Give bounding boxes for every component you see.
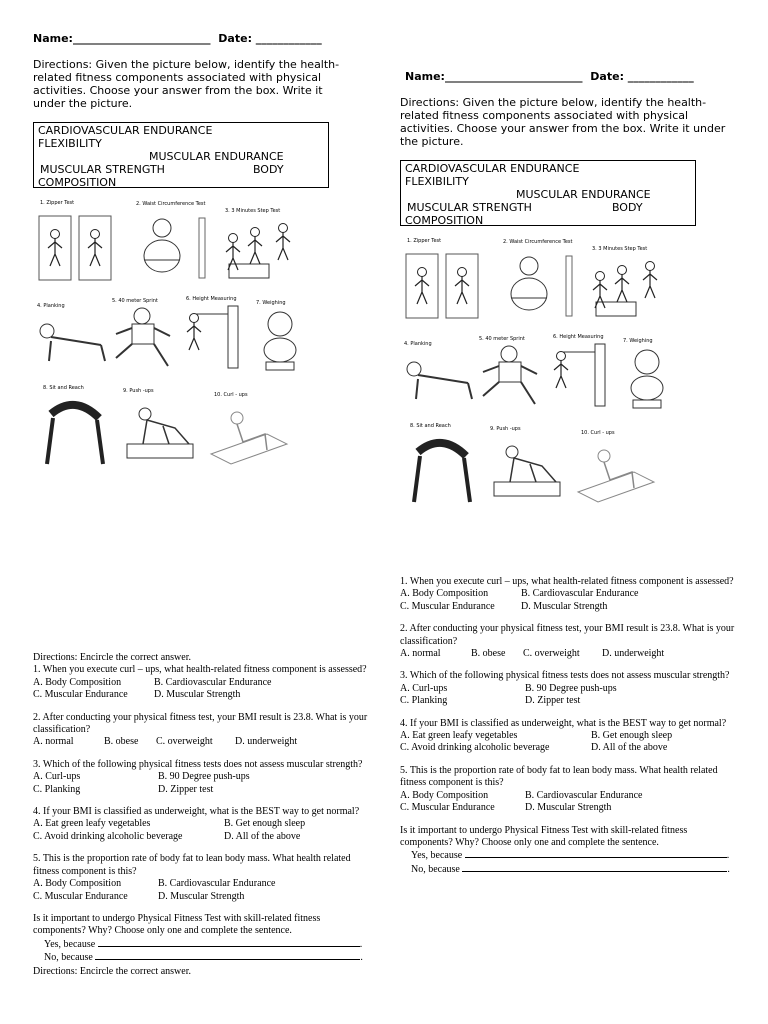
sprint-illustration [477,344,545,410]
q6-yes-answer-line[interactable] [98,938,360,947]
question-5 [400,765,738,815]
answer-box-line2: FLEXIBILITY [38,137,102,150]
q5-option-d[interactable]: D. Muscular Strength [525,802,612,814]
q2-option-a[interactable]: A. normal [33,736,74,748]
q4-option-a[interactable]: A. Eat green leafy vegetables [400,730,518,742]
question-1-text: 1. When you execute curl – ups, what health-related fitness component is assessed? [33,664,367,676]
q3-option-a[interactable]: A. Curl-ups [400,682,448,694]
answer-box-line3: MUSCULAR ENDURANCE [149,150,284,163]
picture-grid [400,234,700,514]
picture-caption-4: 4. Planking [404,341,432,347]
picture-caption-10: 10. Curl - ups [581,430,615,436]
planking-illustration [404,349,476,405]
questions-left [33,652,368,978]
question-3-text: 3. Which of the following physical fitness tests does not assess muscular strength? [33,758,363,770]
q6-yes-answer-line[interactable] [465,849,727,858]
answer-box-line1: CARDIOVASCULAR ENDURANCE [405,162,580,175]
directions-identify: Directions: Given the picture below, identify the health-related fitness components associated with physical activities. Choose your answer from the box. Write it under the picture. [33,58,340,110]
q1-option-b[interactable]: B. Cardiovascular Endurance [521,588,639,600]
q4-option-d[interactable]: D. All of the above [591,742,668,754]
answer-box-line1: CARDIOVASCULAR ENDURANCE [38,124,213,137]
directions-encircle: Directions: Encircle the correct answer. [33,652,191,663]
question-6: Is it important to undergo Physical Fitness Test with skill-related fitness components? Why? Choose only one and complete the sentence. Yes, because . No, because . [33,913,368,965]
curl-ups-illustration [574,442,658,504]
q1-option-d[interactable]: D. Muscular Strength [154,689,241,701]
height-measuring-illustration [549,342,611,408]
answer-box-line4b: BODY [611,201,643,214]
picture-caption-7: 7. Weighing [623,338,653,344]
picture-caption-6: 6. Height Measuring [553,334,604,340]
question-5 [33,853,368,903]
q2-option-b[interactable]: B. obese [471,648,506,660]
q5-option-d[interactable]: D. Muscular Strength [158,890,245,902]
q3-option-d[interactable]: D. Zipper test [158,783,214,795]
picture-caption-9: 9. Push -ups [123,388,154,394]
picture-caption-2: 2. Waist Circumference Test [136,201,206,207]
picture-caption-7: 7. Weighing [256,300,286,306]
q2-option-b[interactable]: B. obese [104,736,139,748]
q1-option-b[interactable]: B. Cardiovascular Endurance [154,676,272,688]
planking-illustration [37,311,109,367]
question-4-text: 4. If your BMI is classified as underweight, what is the BEST way to get normal? [33,806,360,818]
curl-ups-illustration [207,404,291,466]
question-2-text: 2. After conducting your physical fitness test, your BMI result is 23.8. What is your classification? [33,711,368,736]
sit-and-reach-illustration [404,432,480,508]
picture-grid [33,196,333,476]
zipper-test-illustration [37,214,115,284]
question-4-text: 4. If your BMI is classified as underweight, what is the BEST way to get normal? [400,717,727,729]
q1-option-d[interactable]: D. Muscular Strength [521,600,608,612]
question-3-text: 3. Which of the following physical fitness tests does not assess muscular strength? [400,670,730,682]
weighing-illustration [254,308,312,372]
picture-caption-5: 5. 40 meter Sprint [112,298,158,304]
picture-caption-1: 1. Zipper Test [407,238,442,244]
picture-caption-10: 10. Curl - ups [214,392,248,398]
picture-caption-8: 8. Sit and Reach [410,423,451,429]
question-2 [33,712,368,749]
q6-no-label: No, because [411,863,460,875]
date-label: Date: ____________ [218,32,322,45]
zipper-test-illustration [404,252,482,322]
q3-option-b[interactable]: B. 90 Degree push-ups [525,682,617,694]
picture-caption-3: 3. 3 Minutes Step Test [592,246,648,252]
q6-no-answer-line[interactable] [95,951,360,960]
sit-and-reach-illustration [37,394,113,470]
q4-option-b[interactable]: B. Get enough sleep [224,818,306,830]
question-5-text: 5. This is the proportion rate of body fat to lean body mass. What health related fitness component is this? [400,764,718,789]
step-test-illustration [588,256,662,322]
q2-option-d[interactable]: D. underweight [235,736,298,748]
q1-option-c[interactable]: C. Muscular Endurance [400,600,495,612]
answer-box-line3: MUSCULAR ENDURANCE [516,188,651,201]
question-1 [33,664,368,701]
name-date-line [33,32,322,45]
picture-caption-4: 4. Planking [37,303,65,309]
q5-option-c[interactable]: C. Muscular Endurance [33,890,128,902]
answer-box-line4a: MUSCULAR STRENGTH [407,201,532,214]
q5-option-a[interactable]: A. Body Composition [33,878,122,890]
q5-option-a[interactable]: A. Body Composition [400,789,489,801]
answer-box [33,122,329,188]
q1-option-a[interactable]: A. Body Composition [33,676,122,688]
step-test-illustration [221,218,295,284]
q1-option-a[interactable]: A. Body Composition [400,588,489,600]
q4-option-b[interactable]: B. Get enough sleep [591,730,673,742]
answer-box-line4a: MUSCULAR STRENGTH [40,163,165,176]
question-6: Is it important to undergo Physical Fitness Test with skill-related fitness components? Why? Choose only one and complete the sentence. Yes, because . No, because . [400,825,738,877]
q6-yes-label: Yes, because [44,938,96,950]
question-4 [33,806,368,843]
answer-box-line5: COMPOSITION [38,176,117,189]
picture-caption-8: 8. Sit and Reach [43,385,84,391]
question-6-text: Is it important to undergo Physical Fitness Test with skill-related fitness components? Why? Choose only one and complete the sentence. [33,912,321,937]
picture-caption-9: 9. Push -ups [490,426,521,432]
answer-box-line2: FLEXIBILITY [405,175,469,188]
question-2-text: 2. After conducting your physical fitness test, your BMI result is 23.8. What is your classification? [400,623,735,647]
waist-circumference-illustration [129,216,211,284]
q6-yes-label: Yes, because [411,850,463,862]
push-ups-illustration [123,400,199,462]
q1-option-c[interactable]: C. Muscular Endurance [33,689,128,701]
picture-caption-6: 6. Height Measuring [186,296,237,302]
answer-box-line4b: BODY [252,163,284,176]
question-3 [400,670,738,707]
q2-option-a[interactable]: A. normal [400,648,441,660]
picture-caption-5: 5. 40 meter Sprint [479,336,525,342]
name-label: Name:_________________________ [405,70,583,83]
q4-option-a[interactable]: A. Eat green leafy vegetables [33,818,151,830]
q3-option-c[interactable]: C. Planking [33,783,81,795]
picture-caption-1: 1. Zipper Test [40,200,75,206]
picture-caption-3: 3. 3 Minutes Step Test [225,208,281,214]
q5-option-c[interactable]: C. Muscular Endurance [400,802,495,814]
question-6-text: Is it important to undergo Physical Fitness Test with skill-related fitness components? Why? Choose only one and complete the sentence. [400,824,688,848]
q2-option-d[interactable]: D. underweight [602,648,665,660]
q3-option-a[interactable]: A. Curl-ups [33,771,81,783]
answer-box [400,160,696,226]
weighing-illustration [621,346,679,410]
questions-right [400,576,738,876]
q4-option-c[interactable]: C. Avoid drinking alcoholic beverage [33,830,183,842]
question-3 [33,759,368,796]
q3-option-b[interactable]: B. 90 Degree push-ups [158,771,250,783]
name-label: Name:_________________________ [33,32,211,45]
question-5-text: 5. This is the proportion rate of body fat to lean body mass. What health related fitness component is this? [33,853,351,877]
sprint-illustration [110,306,178,372]
push-ups-illustration [490,438,566,500]
waist-circumference-illustration [496,254,578,322]
q2-option-c[interactable]: C. overweight [523,648,580,660]
q2-option-c[interactable]: C. overweight [156,736,213,748]
date-label: Date: ____________ [590,70,694,83]
answer-box-line5: COMPOSITION [405,214,484,227]
question-1-text: 1. When you execute curl – ups, what health-related fitness component is assessed? [400,576,734,587]
name-date-line [405,70,694,83]
question-2 [400,623,738,660]
q5-option-b[interactable]: B. Cardiovascular Endurance [158,878,276,890]
picture-caption-2: 2. Waist Circumference Test [503,239,573,245]
q6-no-answer-line[interactable] [462,863,727,872]
q5-option-b[interactable]: B. Cardiovascular Endurance [525,789,643,801]
directions-identify: Directions: Given the picture below, identify the health-related fitness components associated with physical activities. Choose your answer from the box. Write it under the picture. [400,96,726,148]
directions-encircle-repeat: Directions: Encircle the correct answer. [33,965,191,977]
q3-option-d[interactable]: D. Zipper test [525,695,581,707]
q4-option-d[interactable]: D. All of the above [224,830,301,842]
q4-option-c[interactable]: C. Avoid drinking alcoholic beverage [400,742,550,754]
question-4 [400,718,738,755]
q6-no-label: No, because [44,952,93,964]
height-measuring-illustration [182,304,244,370]
question-1 [400,576,738,613]
q3-option-c[interactable]: C. Planking [400,695,448,707]
